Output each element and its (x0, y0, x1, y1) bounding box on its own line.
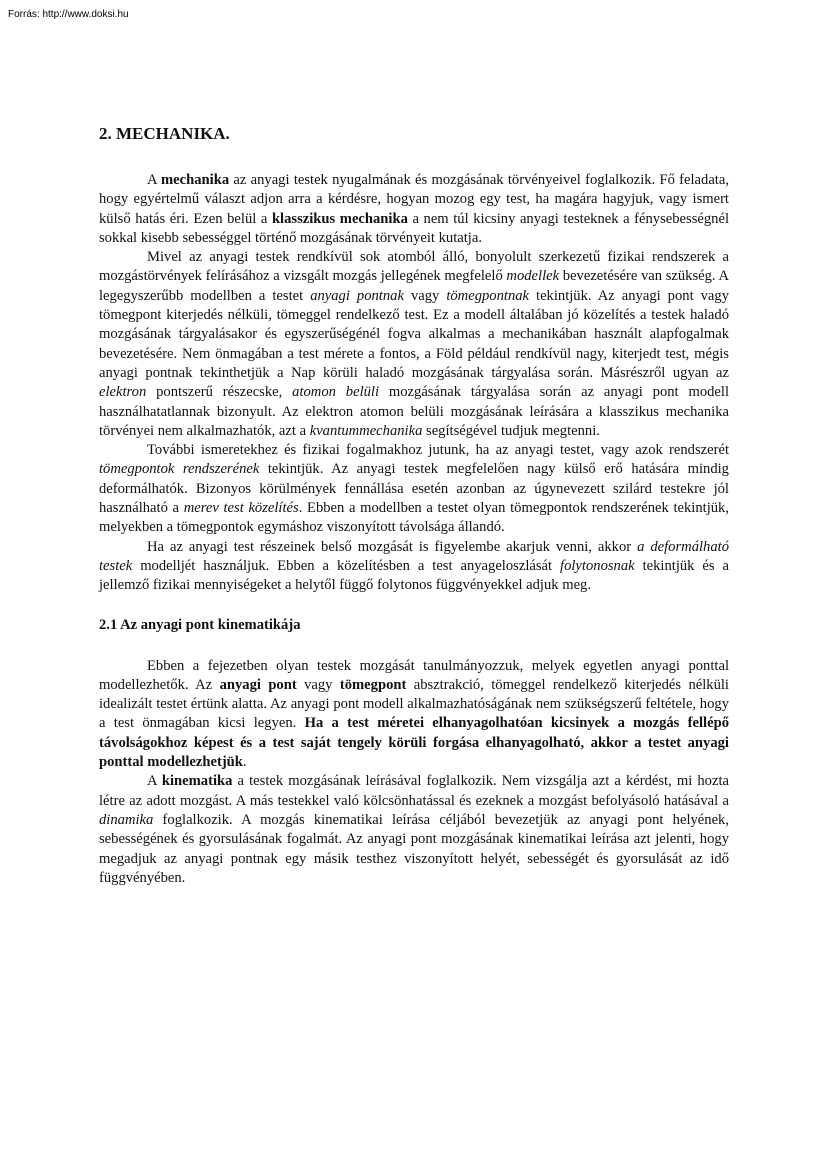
text-run: vagy (403, 287, 447, 304)
text-run: pontszerű részecske, (146, 384, 293, 401)
bold-term: Ha a test méretei elhanyagolhatóan kicsinyek a mozgás fellépő távolságokhoz képest és a test saját tengely körüli forgása elhanyagolható, akkor a testet anyagi ponttal modellezhetjük (99, 715, 729, 771)
italic-term: dinamika (99, 811, 154, 828)
text-run: További ismeretekhez és fizikai fogalmakhoz jutunk, ha az anyagi testet, vagy azok rendszerét (147, 442, 729, 459)
text-run: tekintjük. Az anyagi pont vagy tömegpont kiterjedés nélküli, tömeggel rendelkező test. Ez a modell általában jó közelítés a testek haladó mozgásának tárgyalásakor és egyszerűségénél fogva alkalmas a mechanikában használt alapfogalmak bevezetésére. Nem önmagában a test mérete a fontos, a Föld például rendkívül nagy, kiterjedt test, mégis anyagi pontnak tekinthetjük a Nap körüli haladó mozgásának tárgyalása során. Másrészről ugyan az (99, 287, 729, 381)
italic-term: elektron (99, 384, 147, 401)
bold-term: mechanika (161, 172, 230, 188)
text-run: Ebben a fejezetben olyan testek mozgását tanulmányozzuk, melyek egyetlen anyagi ponttal modellezhetők. Az (99, 657, 729, 693)
italic-term: kvantummechanika (309, 422, 423, 439)
text-run: modelljét használjuk. Ebben a közelítésben a test anyageloszlását (132, 557, 561, 574)
text-run: tekintjük és a jellemző fizikai mennyiségeket a helytől függő folytonos függvényekkel adjuk meg. (99, 557, 730, 594)
italic-term: a deformálható testek (99, 538, 729, 574)
text-run: tekintjük. Az anyagi testek megfelelően nagy külső erő hatására mindig deformálhatók. Bizonyos körülmények fennállása esetén azonban az úgynevezett szilárd testekre jól használható a (99, 461, 729, 517)
text-run: az anyagi testek nyugalmának és mozgásának törvényeivel foglalkozik. Fő feladata, hogy egyértelmű választ adjon arra a kérdésre, hogyan mozog egy test, ha magára hagyjuk, vagy ismert külső hatás éri. Ezen belül a (99, 172, 729, 227)
italic-term: folytonosnak (560, 557, 635, 574)
text-run: foglalkozik. A mozgás kinematikai leírása céljából bevezetjük az anyagi pont helyének, sebességének és gyorsulásának fogalmát. Az anyagi pont mozgásának kinematikai leírása azt jelenti, hogy megadjuk az anyagi pontnak egy másik testhez viszonyított helyét, sebességét és gyorsulását az idő függvényében. (99, 811, 729, 886)
italic-term: modellek (506, 268, 560, 285)
text-run: A (147, 172, 162, 188)
text-run: A (147, 773, 162, 790)
italic-term: tömegpontnak (446, 287, 530, 304)
text-run: . Ebben a modellben a testet olyan tömegpontok rendszerének tekintjük, melyekben a tömegpontok egymáshoz viszonyított távolsága állandó. (99, 500, 729, 536)
chapter-title: 2. MECHANIKA. (99, 124, 230, 143)
text-run: mozgásának tárgyalása során az anyagi pont modell használhatatlannak bizonyult. Az elektron atomon belüli mozgásának leírására a klasszikus mechanika törvényei nem alkalmazhatók, azt a (99, 384, 729, 439)
paragraph-tomegpontok-rendszere (99, 441, 729, 537)
paragraph-kinematika-definicio (99, 772, 729, 888)
paragraph-anyagi-pont (99, 657, 729, 773)
italic-term: tömegpontok rendszerének (99, 461, 260, 478)
italic-term: merev test közelítés (183, 500, 299, 517)
bold-term: klasszikus mechanika (271, 210, 408, 227)
paragraph-mechanika-intro (99, 171, 729, 248)
bold-term: tömegpont (339, 676, 407, 693)
text-run: absztrakció, tömeggel rendelkező kiterjedés nélküli idealizált testet értünk alatta. Az anyagi pont modell alkalmazhatóságának nem szükségszerű feltétele, hogy a test önmagában kicsi legyen. (99, 676, 729, 732)
text-run: Ha az anyagi test részeinek belső mozgását is figyelembe akarjuk venni, akkor (147, 538, 638, 555)
section-heading-kinematika: 2.1 Az anyagi pont kinematikája (99, 616, 301, 633)
source-label: Forrás: http://www.doksi.hu (8, 9, 129, 20)
text-run: a nem túl kicsiny anyagi testeknek a fénysebességnél sokkal kisebb sebességgel történő mozgásának törvényeit kutatja. (99, 210, 729, 246)
text-run: Mivel az anyagi testek rendkívül sok atomból álló, bonyolult szerkezetű fizikai rendszerek a mozgástörvények felírásához a vizsgált mozgás jellegének megfelelő (99, 249, 729, 285)
bold-term: kinematika (161, 773, 233, 790)
text-run: bevezetésére van szükség. A legegyszerűbb modellben a testet (99, 268, 729, 304)
document-page (99, 124, 729, 888)
text-run: a testek mozgásának leírásával foglalkozik. Nem vizsgálja azt a kérdést, mi hozta létre az adott mozgást. A más testekkel való kölcsönhatással és ezeknek a mozgást befolyásoló hatásával a (99, 773, 729, 809)
italic-term: atomon belüli (292, 384, 380, 401)
text-run: . (242, 754, 247, 771)
paragraph-deformalhato-testek (99, 538, 729, 596)
text-run: vagy (296, 676, 340, 693)
text-run: segítségével tudjuk megtenni. (422, 422, 600, 439)
bold-term: anyagi pont (219, 676, 297, 693)
italic-term: anyagi pontnak (310, 287, 404, 304)
paragraph-modellek (99, 248, 729, 441)
